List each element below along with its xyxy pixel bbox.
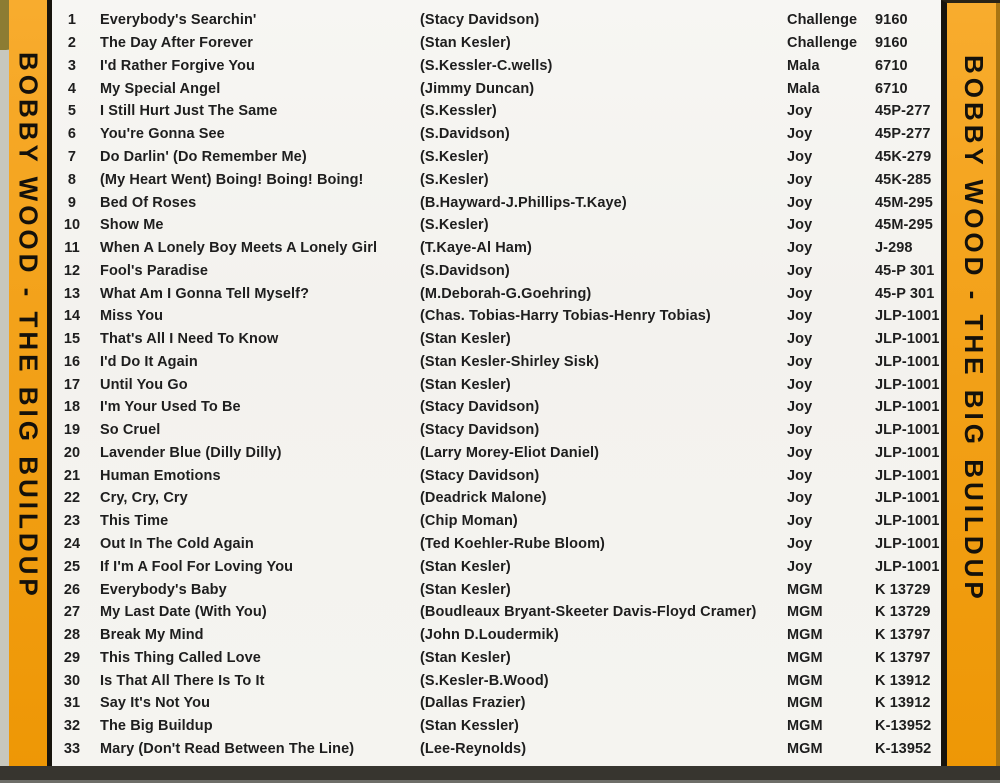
catalog-number: JLP-1001 — [875, 535, 940, 552]
track-title: I'd Do It Again — [100, 353, 198, 370]
record-label: Joy — [787, 103, 813, 120]
record-label: Mala — [787, 57, 820, 74]
track-writer: (Stacy Davidson) — [420, 12, 540, 29]
track-title: The Day After Forever — [100, 35, 254, 52]
record-label: Joy — [787, 535, 813, 552]
track-title: What Am I Gonna Tell Myself? — [100, 285, 310, 302]
record-label: Joy — [787, 513, 813, 530]
track-writer: (Ted Koehler-Rube Bloom) — [420, 535, 605, 552]
record-label: MGM — [787, 649, 823, 666]
left-spine-title: BOBBY WOOD - THE BIG BUILDUP — [13, 52, 44, 600]
track-row — [52, 442, 941, 465]
track-writer: (Chip Moman) — [420, 513, 518, 530]
track-title: That's All I Need To Know — [100, 331, 279, 348]
track-title: Out In The Cold Again — [100, 535, 254, 552]
catalog-number: K 13912 — [875, 695, 931, 712]
track-number: 14 — [63, 308, 81, 325]
catalog-number: 9160 — [875, 12, 908, 29]
track-row — [52, 191, 941, 214]
catalog-number: JLP-1001 — [875, 399, 940, 416]
track-writer: (Stan Kesler) — [420, 35, 511, 52]
catalog-number: JLP-1001 — [875, 376, 940, 393]
track-title: Do Darlin' (Do Remember Me) — [100, 148, 307, 165]
track-writer: (T.Kaye-Al Ham) — [420, 240, 532, 257]
track-row — [52, 533, 941, 556]
track-writer: (S.Kesler-B.Wood) — [420, 672, 549, 689]
track-row — [52, 510, 941, 533]
track-row — [52, 328, 941, 351]
record-label: Joy — [787, 558, 813, 575]
catalog-number: 6710 — [875, 57, 908, 74]
track-title: Everybody's Searchin' — [100, 12, 257, 29]
track-writer: (John D.Loudermik) — [420, 627, 559, 644]
track-title: The Big Buildup — [100, 718, 213, 735]
track-list — [52, 0, 941, 770]
track-title: Human Emotions — [100, 467, 221, 484]
track-writer: (S.Davidson) — [420, 262, 510, 279]
left-spine — [9, 0, 52, 770]
track-row — [52, 646, 941, 669]
track-row — [52, 123, 941, 146]
track-row — [52, 624, 941, 647]
track-writer: (S.Davidson) — [420, 126, 510, 143]
track-number: 9 — [67, 194, 77, 211]
track-title: (My Heart Went) Boing! Boing! Boing! — [100, 171, 364, 188]
track-row — [52, 601, 941, 624]
track-number: 29 — [63, 649, 81, 666]
track-number: 25 — [63, 558, 81, 575]
track-title: Miss You — [100, 308, 164, 325]
record-label: Joy — [787, 148, 813, 165]
track-title: Cry, Cry, Cry — [100, 490, 188, 507]
track-number: 31 — [63, 695, 81, 712]
track-title: I Still Hurt Just The Same — [100, 103, 278, 120]
record-label: Joy — [787, 285, 813, 302]
record-label: MGM — [787, 604, 823, 621]
track-title: I'm Your Used To Be — [100, 399, 241, 416]
catalog-number: 45K-285 — [875, 171, 932, 188]
record-label: Joy — [787, 262, 813, 279]
track-title: My Last Date (With You) — [100, 604, 267, 621]
track-number: 6 — [67, 126, 77, 143]
track-number: 23 — [63, 513, 81, 530]
catalog-number: K 13912 — [875, 672, 931, 689]
catalog-number: 9160 — [875, 35, 908, 52]
track-number: 11 — [64, 240, 80, 257]
track-title: Break My Mind — [100, 627, 204, 644]
track-row — [52, 555, 941, 578]
track-number: 18 — [63, 399, 81, 416]
track-number: 33 — [63, 740, 81, 757]
record-label: Joy — [787, 422, 813, 439]
track-title: If I'm A Fool For Loving You — [100, 558, 294, 575]
track-writer: (S.Kesler) — [420, 171, 489, 188]
track-writer: (S.Kesler) — [420, 217, 489, 234]
track-number: 7 — [67, 148, 77, 165]
track-title: Show Me — [100, 217, 164, 234]
record-label: MGM — [787, 672, 823, 689]
record-label: Challenge — [787, 35, 858, 52]
track-row — [52, 55, 941, 78]
track-number: 21 — [63, 467, 81, 484]
track-title: This Thing Called Love — [100, 649, 261, 666]
track-writer: (Stacy Davidson) — [420, 422, 540, 439]
catalog-number: 45K-279 — [875, 148, 932, 165]
record-label: MGM — [787, 695, 823, 712]
track-number: 27 — [63, 604, 81, 621]
track-writer: (S.Kessler-C.wells) — [420, 57, 553, 74]
track-row — [52, 146, 941, 169]
track-row — [52, 350, 941, 373]
track-number: 17 — [63, 376, 81, 393]
record-label: Mala — [787, 80, 820, 97]
record-label: Joy — [787, 399, 813, 416]
track-title: This Time — [100, 513, 169, 530]
record-label: Joy — [787, 194, 813, 211]
track-row — [52, 259, 941, 282]
catalog-number: JLP-1001 — [875, 513, 940, 530]
track-writer: (S.Kessler) — [420, 103, 497, 120]
track-writer: (Stan Kesler) — [420, 376, 511, 393]
catalog-number: 45P-277 — [875, 126, 931, 143]
track-row — [52, 669, 941, 692]
track-title: When A Lonely Boy Meets A Lonely Girl — [100, 240, 378, 257]
track-title: Everybody's Baby — [100, 581, 227, 598]
track-title: Lavender Blue (Dilly Dilly) — [100, 444, 282, 461]
record-label: Joy — [787, 376, 813, 393]
track-number: 26 — [63, 581, 81, 598]
track-title: Say It's Not You — [100, 695, 211, 712]
catalog-number: 45M-295 — [875, 217, 933, 234]
track-row — [52, 487, 941, 510]
track-writer: (Stan Kesler) — [420, 331, 511, 348]
record-label: Joy — [787, 444, 813, 461]
catalog-number: K-13952 — [875, 718, 932, 735]
track-number: 12 — [63, 262, 81, 279]
track-writer: (Boudleaux Bryant-Skeeter Davis-Floyd Cramer) — [420, 604, 757, 621]
record-label: Challenge — [787, 12, 858, 29]
track-row — [52, 77, 941, 100]
catalog-number: JLP-1001 — [875, 422, 940, 439]
right-spine — [941, 0, 1000, 770]
track-number: 32 — [63, 718, 81, 735]
track-writer: (Jimmy Duncan) — [420, 80, 535, 97]
track-number: 3 — [67, 57, 77, 74]
catalog-number: JLP-1001 — [875, 353, 940, 370]
catalog-number: JLP-1001 — [875, 558, 940, 575]
catalog-number: JLP-1001 — [875, 308, 940, 325]
track-row — [52, 168, 941, 191]
track-writer: (B.Hayward-J.Phillips-T.Kaye) — [420, 194, 627, 211]
track-writer: (Stacy Davidson) — [420, 467, 540, 484]
track-writer: (Stacy Davidson) — [420, 399, 540, 416]
track-number: 5 — [67, 103, 77, 120]
track-number: 1 — [67, 12, 77, 29]
track-number: 2 — [67, 35, 77, 52]
track-row — [52, 237, 941, 260]
record-label: Joy — [787, 217, 813, 234]
track-title: You're Gonna See — [100, 126, 225, 143]
track-writer: (Larry Morey-Eliot Daniel) — [420, 444, 600, 461]
catalog-number: 45M-295 — [875, 194, 933, 211]
track-number: 8 — [67, 171, 77, 188]
track-row — [52, 396, 941, 419]
track-writer: (Stan Kesler) — [420, 649, 511, 666]
record-label: Joy — [787, 490, 813, 507]
track-writer: (Chas. Tobias-Harry Tobias-Henry Tobias) — [420, 308, 711, 325]
track-number: 28 — [63, 627, 81, 644]
track-row — [52, 419, 941, 442]
track-writer: (Stan Kesler) — [420, 558, 511, 575]
record-label: Joy — [787, 331, 813, 348]
catalog-number: K 13729 — [875, 604, 931, 621]
track-writer: (Deadrick Malone) — [420, 490, 547, 507]
track-title: Bed Of Roses — [100, 194, 197, 211]
track-row — [52, 305, 941, 328]
scan-edge-bottom — [0, 766, 1000, 783]
track-writer: (Stan Kessler) — [420, 718, 519, 735]
track-title: I'd Rather Forgive You — [100, 57, 255, 74]
record-label: Joy — [787, 308, 813, 325]
catalog-number: JLP-1001 — [875, 490, 940, 507]
catalog-number: 45-P 301 — [875, 285, 935, 302]
catalog-number: K-13952 — [875, 740, 932, 757]
track-writer: (Stan Kesler-Shirley Sisk) — [420, 353, 600, 370]
track-writer: (Stan Kesler) — [420, 581, 511, 598]
track-row — [52, 214, 941, 237]
record-label: MGM — [787, 740, 823, 757]
catalog-number: J-298 — [875, 240, 913, 257]
track-title: My Special Angel — [100, 80, 221, 97]
track-row — [52, 373, 941, 396]
record-label: Joy — [787, 353, 813, 370]
track-row — [52, 9, 941, 32]
track-number: 10 — [63, 217, 81, 234]
track-row — [52, 692, 941, 715]
track-row — [52, 464, 941, 487]
track-row — [52, 32, 941, 55]
track-row — [52, 715, 941, 738]
track-number: 15 — [63, 331, 81, 348]
track-title: So Cruel — [100, 422, 161, 439]
catalog-number: 45P-277 — [875, 103, 931, 120]
track-row — [52, 738, 941, 761]
track-row — [52, 100, 941, 123]
catalog-number: JLP-1001 — [875, 467, 940, 484]
track-number: 16 — [63, 353, 81, 370]
track-writer: (Lee-Reynolds) — [420, 740, 527, 757]
track-number: 30 — [63, 672, 81, 689]
record-label: MGM — [787, 627, 823, 644]
track-title: Is That All There Is To It — [100, 672, 265, 689]
track-number: 4 — [67, 80, 77, 97]
catalog-number: JLP-1001 — [875, 444, 940, 461]
track-number: 13 — [63, 285, 81, 302]
catalog-number: 6710 — [875, 80, 908, 97]
record-label: Joy — [787, 171, 813, 188]
track-row — [52, 282, 941, 305]
track-title: Until You Go — [100, 376, 188, 393]
track-title: Mary (Don't Read Between The Line) — [100, 740, 355, 757]
record-label: Joy — [787, 467, 813, 484]
catalog-number: K 13797 — [875, 649, 931, 666]
track-number: 24 — [63, 535, 81, 552]
track-number: 22 — [63, 490, 81, 507]
record-label: MGM — [787, 581, 823, 598]
track-number: 20 — [63, 444, 81, 461]
track-row — [52, 578, 941, 601]
track-writer: (S.Kesler) — [420, 148, 489, 165]
catalog-number: K 13729 — [875, 581, 931, 598]
track-title: Fool's Paradise — [100, 262, 209, 279]
track-writer: (M.Deborah-G.Goehring) — [420, 285, 592, 302]
track-number: 19 — [63, 422, 81, 439]
track-writer: (Dallas Frazier) — [420, 695, 526, 712]
catalog-number: JLP-1001 — [875, 331, 940, 348]
record-label: MGM — [787, 718, 823, 735]
catalog-number: K 13797 — [875, 627, 931, 644]
record-label: Joy — [787, 126, 813, 143]
record-label: Joy — [787, 240, 813, 257]
right-spine-title: BOBBY WOOD - THE BIG BUILDUP — [959, 55, 989, 603]
catalog-number: 45-P 301 — [875, 262, 935, 279]
